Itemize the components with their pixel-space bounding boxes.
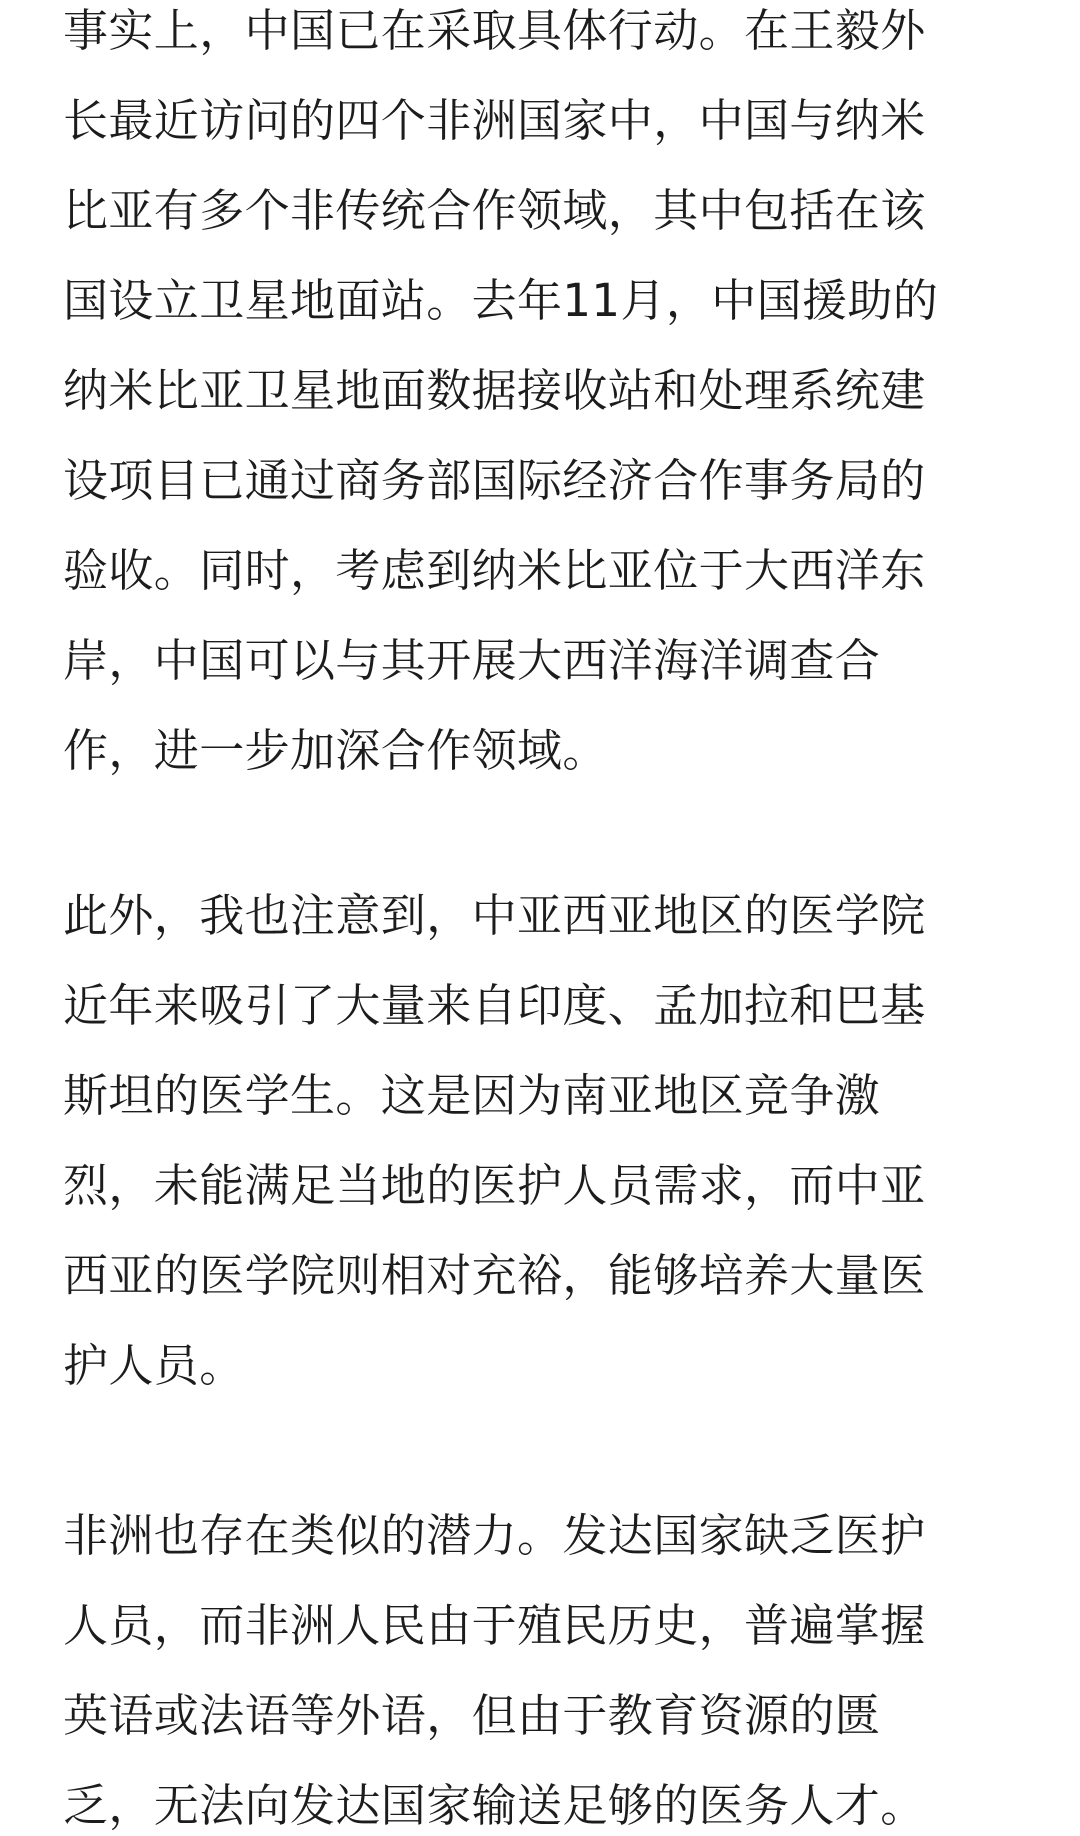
text-line: 非洲也存在类似的潜力。发达国家缺乏医护	[63, 1509, 926, 1562]
paragraph-3	[63, 1491, 1020, 1836]
paragraph-spacer	[63, 796, 1020, 871]
text-line: 乏，无法向发达国家输送足够的医务人才。	[63, 1779, 926, 1832]
text-line: 西亚的医学院则相对充裕，能够培养大量医	[63, 1249, 926, 1302]
article-body	[63, 0, 1020, 1836]
text-line: 长最近访问的四个非洲国家中，中国与纳米	[63, 94, 926, 147]
text-line: 作，进一步加深合作领域。	[63, 724, 608, 777]
text-line: 验收。同时，考虑到纳米比亚位于大西洋东	[63, 544, 926, 597]
text-line: 烈，未能满足当地的医护人员需求，而中亚	[63, 1159, 926, 1212]
text-line: 设项目已通过商务部国际经济合作事务局的	[63, 454, 926, 507]
text-line: 人员，而非洲人民由于殖民历史，普遍掌握	[63, 1599, 926, 1652]
text-line: 岸，中国可以与其开展大西洋海洋调查合	[63, 634, 881, 687]
text-line: 斯坦的医学生。这是因为南亚地区竞争激	[63, 1069, 881, 1122]
text-line: 英语或法语等外语，但由于教育资源的匮	[63, 1689, 881, 1742]
paragraph-1	[63, 0, 1020, 796]
text-line: 护人员。	[63, 1339, 245, 1392]
text-line: 比亚有多个非传统合作领域，其中包括在该	[63, 184, 926, 237]
text-line: 事实上，中国已在采取具体行动。在王毅外	[63, 4, 926, 57]
text-line: 纳米比亚卫星地面数据接收站和处理系统建	[63, 364, 926, 417]
paragraph-2	[63, 871, 1020, 1411]
text-line: 近年来吸引了大量来自印度、孟加拉和巴基	[63, 979, 926, 1032]
text-line: 此外，我也注意到，中亚西亚地区的医学院	[63, 889, 926, 942]
text-line: 国设立卫星地面站。去年11月，中国援助的	[63, 274, 939, 327]
paragraph-spacer	[63, 1411, 1020, 1491]
